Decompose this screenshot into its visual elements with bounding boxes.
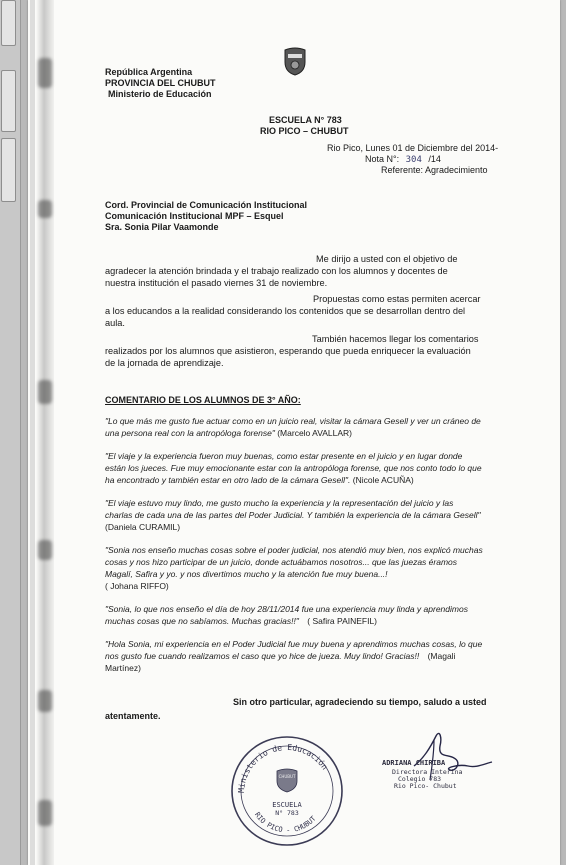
body-p2-line-3: aula.: [105, 318, 125, 328]
scan-artifact: [38, 800, 52, 826]
quote-1-line-1: "Lo que más me gusto fue actuar como en un juicio real, visitar la cámara Gesell y ver un cráneo de: [105, 416, 481, 426]
stamp-ring-text: Ministerio de Educación: [236, 742, 330, 794]
addressee-line-2: Comunicación Institucional MPF – Esquel: [105, 211, 284, 221]
quote-2-line-1: "El viaje y la experiencia fueron muy buenas, como estar presente en el juicio y en lugar donde: [105, 451, 463, 461]
letterhead-province: PROVINCIA DEL CHUBUT: [105, 78, 216, 88]
quote-6-text: nos gusto fue cuando realizamos el caso que yo hice de jueza. Muy lindo! Gracias!!: [105, 651, 420, 661]
closing-line-2: atentamente.: [105, 711, 161, 721]
body-p2-line-2: a los educandos a la realidad considerando los contenidos que se desarrollan dentro del: [105, 306, 466, 316]
quote-3-line-2: charlas de cada una de las partes del Poder Judicial. Y también la experiencia de la cámara Gesell": [105, 510, 481, 520]
signature-stamp-place: Rio Pico- Chubut: [394, 782, 457, 790]
quote-6-author-first: (Magali: [427, 651, 456, 661]
body-p1-line-2: agradecer la atención brindada y el trabajo realizado con los alumnos y docentes de: [105, 266, 448, 276]
addressee-line-3: Sra. Sonia Pilar Vaamonde: [105, 222, 219, 232]
quote-4-line-1: "Sonia nos enseño muchas cosas sobre el poder judicial, nos atendió muy bien, nos explicó muchas: [105, 545, 483, 555]
letterhead-country: República Argentina: [105, 67, 193, 77]
body-p1-start: Me dirijo a usted con el objetivo de: [316, 254, 458, 264]
scan-streak: [36, 0, 54, 865]
quote-4-line-3: Magalí, Safira y yo. y nos divertimos mucho y la atención fue muy buena...!: [105, 569, 388, 579]
body-p3-line-2: realizados por los alumnos que asistieron, esperando que pueda enriquecer la evaluación: [105, 346, 471, 356]
stamp-inner-line-2: N° 783: [275, 809, 299, 817]
quote-3-author: (Daniela CURAMIL): [105, 522, 181, 532]
quote-5-line-2: [105, 615, 377, 628]
school-round-stamp: [228, 733, 346, 848]
quote-1-text: una persona real con la antropóloga forense": [105, 428, 275, 438]
body-p2-start: Propuestas como estas permiten acercar: [313, 294, 481, 304]
page-thumbnail[interactable]: [1, 0, 16, 46]
scan-artifact: [38, 200, 52, 218]
school-place: RIO PICO – CHUBUT: [260, 126, 349, 136]
letter-reference: Referente: Agradecimiento: [381, 165, 488, 175]
scan-artifact: [38, 690, 52, 712]
note-label: Nota N°:: [365, 154, 400, 164]
scan-artifact: [38, 540, 52, 560]
quote-6-author-last: Martínez): [105, 663, 141, 673]
letter-date: Rio Pico, Lunes 01 de Diciembre del 2014-: [327, 143, 499, 153]
closing-line-1: Sin otro particular, agradeciendo su tiempo, saludo a usted: [233, 697, 487, 707]
comments-heading: COMENTARIO DE LOS ALUMNOS DE 3° AÑO:: [105, 395, 301, 405]
scan-artifact: [38, 58, 52, 88]
quote-1-line-2: [105, 427, 352, 440]
quote-5-line-1: "Sonia, lo que nos enseño el día de hoy 28/11/2014 fue una experiencia muy linda y aprendimos: [105, 604, 468, 614]
quote-6-line-1: "Hola Sonia, mi experiencia en el Poder Judicial fue muy buena y aprendimos muchas cosas, lo que: [105, 639, 483, 649]
viewer-sidebar: [0, 0, 21, 865]
page-thumbnail[interactable]: [1, 70, 16, 132]
province-seal-icon: [282, 46, 308, 76]
scan-artifact: [38, 380, 52, 404]
quote-1-author: (Marcelo AVALLAR): [277, 428, 353, 438]
signature-stamp-name: ADRIANA CHIRIBA: [382, 759, 446, 767]
school-name: ESCUELA N° 783: [269, 115, 342, 125]
quote-6-line-2: [105, 650, 455, 663]
quote-2-line-2: están los jueces. Fue muy emocionante estar con la antropóloga forense, que nos conto todo lo que: [105, 463, 482, 473]
quote-2-author: (Nicole ACUÑA): [352, 475, 414, 485]
body-p3-line-3: de la jornada de aprendizaje.: [105, 358, 224, 368]
stamp-shield-icon: [277, 769, 297, 792]
scan-edge-shadow: [30, 0, 35, 865]
quote-5-author: ( Safira PAINEFIL): [307, 616, 378, 626]
page-thumbnail[interactable]: [1, 138, 16, 202]
quote-2-text: ha encontrado y también estar en otro lado de la cámara Gesell".: [105, 475, 351, 485]
quote-4-author: ( Johana RIFFO): [105, 581, 169, 591]
note-number-handwritten: 304: [405, 155, 422, 165]
stamp-center-logo: CHUBUT: [278, 774, 296, 779]
quote-3-line-1: "El viaje estuvo muy lindo, me gusto mucho la experiencia y la representación del juicio y las: [105, 498, 454, 508]
stamp-inner-line-1: ESCUELA: [272, 801, 302, 809]
signature-stamp-role: Directora Interina: [392, 768, 463, 776]
stamp-bottom-text: RIO PICO - CHUBUT: [252, 810, 318, 835]
body-p1-line-3: nuestra institución el pasado viernes 31 de noviembre.: [105, 278, 328, 288]
signature-stamp-school: Colegio 783: [398, 775, 442, 783]
letterhead-ministry: Ministerio de Educación: [108, 89, 212, 99]
scanned-letter-page: [28, 0, 560, 865]
quote-5-text: muchas cosas que no sabíamos. Muchas gracias!!": [105, 616, 299, 626]
note-year: /14: [428, 154, 441, 164]
addressee-line-1: Cord. Provincial de Comunicación Institucional: [105, 200, 308, 210]
quote-4-line-2: cosas y nos hizo participar de un juicio, donde actuábamos nosotros... que las juezas éramos: [105, 557, 458, 567]
body-p3-start: También hacemos llegar los comentarios: [312, 334, 479, 344]
quote-2-line-3: [105, 474, 414, 487]
